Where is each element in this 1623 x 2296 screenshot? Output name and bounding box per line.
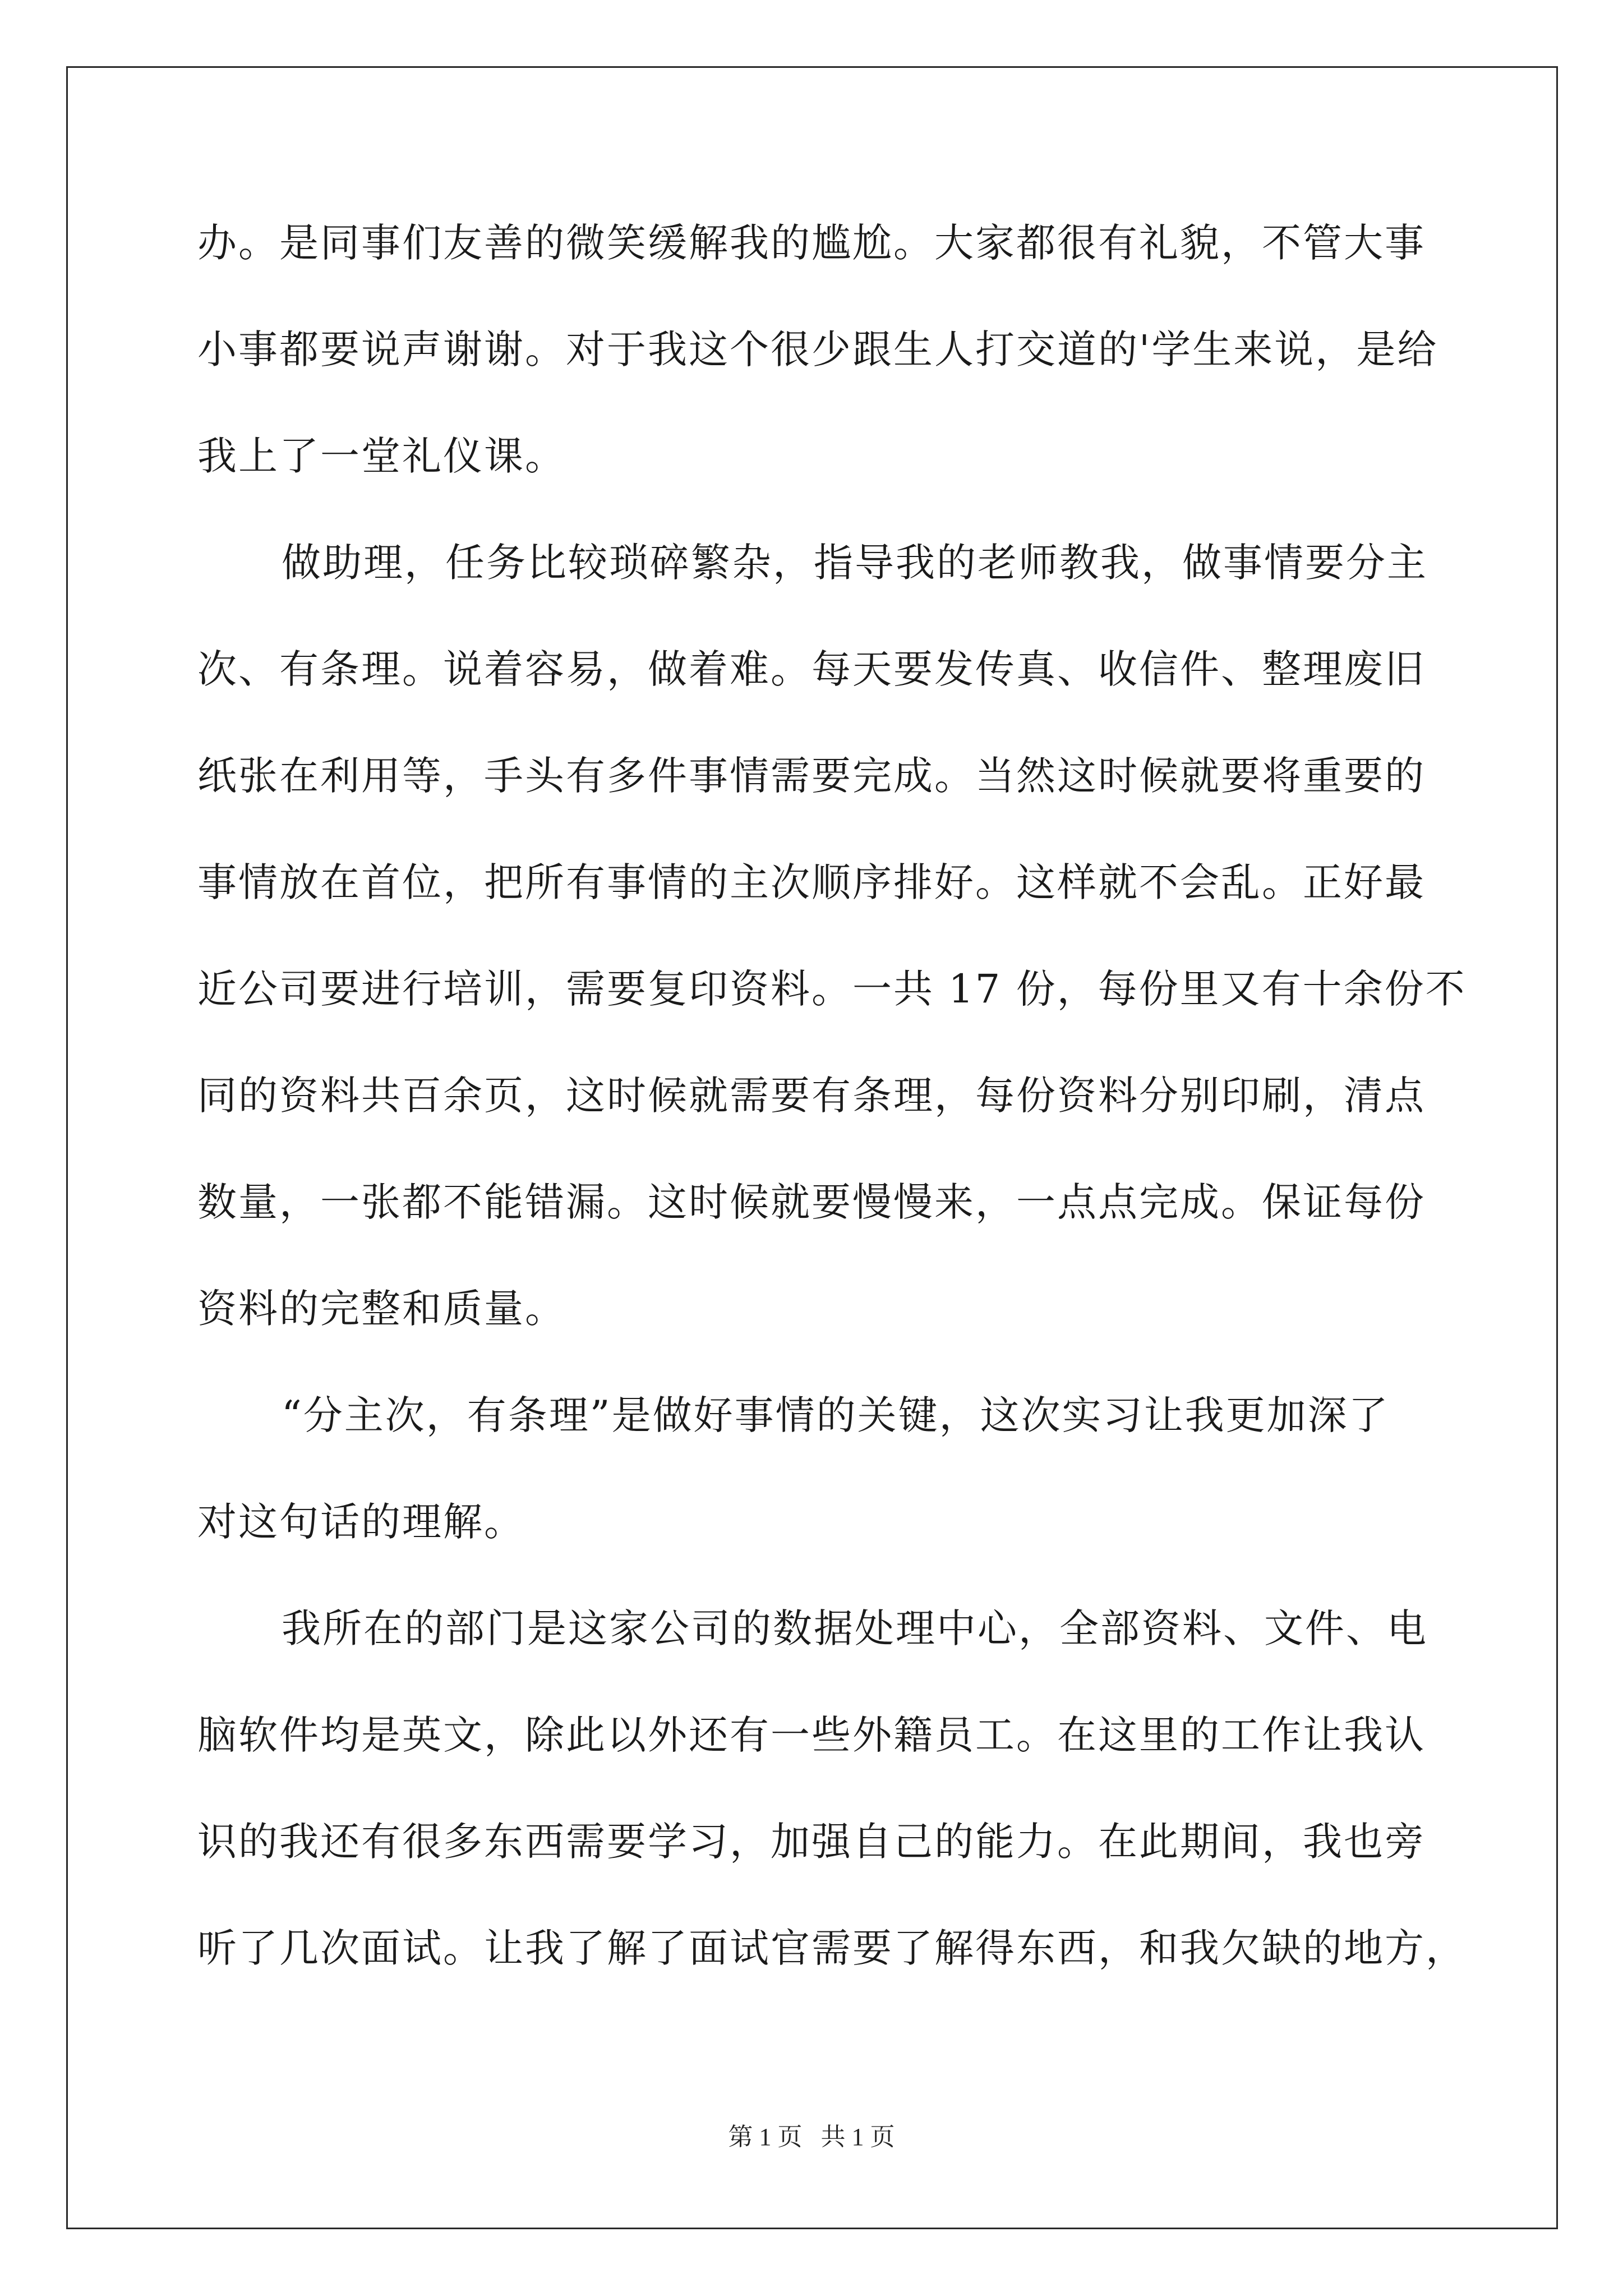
paragraph-first-line: “分主次，有条理”是做好事情的关键，这次实习让我更加深了 [282, 1392, 1390, 1438]
text-line: 同的资料共百余页，这时候就需要有条理，每份资料分别印刷，清点 [197, 1073, 1426, 1119]
page-number: 第 1 页 [728, 2123, 803, 2151]
document-body [197, 212, 1467, 2024]
page-footer [0, 2122, 1623, 2153]
text-line: 小事都要说声谢谢。对于我这个很少跟生人打交道的'学生来说，是给 [197, 326, 1438, 372]
text-line: 次、有条理。说着容易，做着难。每天要发传真、收信件、整理废旧 [197, 646, 1426, 692]
text-line: 听了几次面试。让我了解了面试官需要了解得东西，和我欠缺的地方， [197, 1925, 1467, 1971]
page-total: 共 1 页 [820, 2123, 895, 2151]
text-line: 识的我还有很多东西需要学习，加强自己的能力。在此期间，我也旁 [197, 1819, 1426, 1865]
text-line: 数量，一张都不能错漏。这时候就要慢慢来，一点点完成。保证每份 [197, 1179, 1426, 1225]
paragraph-first-line: 我所在的部门是这家公司的数据处理中心，全部资料、文件、电 [282, 1605, 1428, 1651]
text-line: 资料的完整和质量。 [197, 1286, 566, 1332]
text-line: 对这句话的理解。 [197, 1499, 525, 1545]
text-line: 近公司要进行培训，需要复印资料。一共 17 份，每份里又有十余份不 [197, 966, 1467, 1012]
text-line: 我上了一堂礼仪课。 [197, 433, 566, 479]
text-line: 纸张在利用等，手头有多件事情需要完成。当然这时候就要将重要的 [197, 753, 1426, 799]
text-line: 事情放在首位，把所有事情的主次顺序排好。这样就不会乱。正好最 [197, 859, 1426, 905]
text-line: 办。是同事们友善的微笑缓解我的尴尬。大家都很有礼貌，不管大事 [197, 220, 1426, 266]
text-line: 脑软件均是英文，除此以外还有一些外籍员工。在这里的工作让我认 [197, 1712, 1426, 1758]
paragraph-first-line: 做助理，任务比较琐碎繁杂，指导我的老师教我，做事情要分主 [282, 540, 1428, 586]
